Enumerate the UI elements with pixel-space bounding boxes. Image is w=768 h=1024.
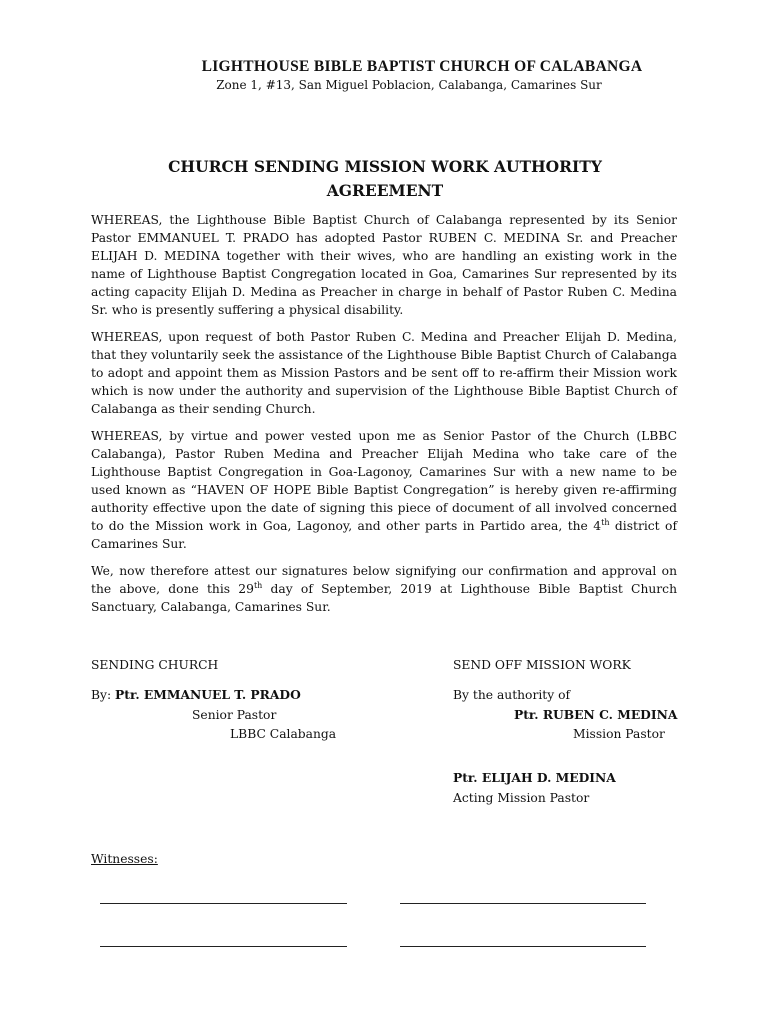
agreement-body xyxy=(91,211,677,625)
witness-signature-line-4 xyxy=(400,946,646,947)
sending-church-heading: SENDING CHURCH xyxy=(91,658,219,672)
authority-label: By the authority of xyxy=(453,688,571,702)
paragraph-whereas-1: WHEREAS, the Lighthouse Bible Baptist Church of Calabanga represented by its Senior Pastor EMMANUEL T. PRADO has adopted Pastor RUBEN C. MEDINA Sr. and Preacher ELIJAH D. MEDINA together with their wives, who are handling an existing work in the name of Lighthouse Baptist Congregation located in Goa, Camarines Sur represented by its acting capacity Elijah D. Medina as Preacher in charge in behalf of Pastor Ruben C. Medina Sr. who is presently suffering a physical disability. xyxy=(91,213,677,317)
title-line-2: AGREEMENT xyxy=(326,181,444,200)
ordinal-suffix: th xyxy=(601,517,610,527)
church-address: Zone 1, #13, San Miguel Poblacion, Calabanga, Camarines Sur xyxy=(216,78,602,92)
paragraph-4-text: We, now therefore attest our signatures below signifying our confirmation and approval on the above, done this 29 xyxy=(91,564,677,596)
church-name: LIGHTHOUSE BIBLE BAPTIST CHURCH OF CALABANGA xyxy=(201,58,643,75)
ordinal-suffix: th xyxy=(253,580,263,590)
mission-work-heading: SEND OFF MISSION WORK xyxy=(453,658,631,672)
by-label: By: xyxy=(91,688,116,702)
senior-pastor-name: Ptr. EMMANUEL T. PRADO xyxy=(115,687,301,702)
sending-church-signatory xyxy=(91,686,301,704)
mission-pastor-name: Ptr. RUBEN C. MEDINA xyxy=(514,707,678,722)
sending-church-org: LBBC Calabanga xyxy=(230,727,337,741)
witness-signature-line-3 xyxy=(100,946,347,947)
title-line-1: CHURCH SENDING MISSION WORK AUTHORITY xyxy=(168,157,602,176)
paragraph-3-end: district of Camarines Sur. xyxy=(91,519,678,551)
witnesses-label: Witnesses: xyxy=(91,852,158,866)
paragraph-whereas-3 xyxy=(91,427,677,553)
senior-pastor-role: Senior Pastor xyxy=(192,708,277,722)
paragraph-whereas-2: WHEREAS, upon request of both Pastor Ruben C. Medina and Preacher Elijah D. Medina, that they voluntarily seek the assistance of the Lighthouse Bible Baptist Church of Calabanga to adopt and appoint them as Mission Pastors and be sent off to re-affirm their Mission work which is now under the authority and supervision of the Lighthouse Bible Baptist Church of Calabanga as their sending Church. xyxy=(91,330,677,416)
mission-pastor-role: Mission Pastor xyxy=(573,727,665,741)
acting-pastor-role: Acting Mission Pastor xyxy=(453,791,590,805)
paragraph-4-end: day of September, 2019 at Lighthouse Bible Baptist Church Sanctuary, Calabanga, Camarines Sur. xyxy=(91,582,677,614)
paragraph-attestation xyxy=(91,562,677,616)
document-title xyxy=(0,155,768,203)
witness-signature-line-1 xyxy=(100,903,347,904)
acting-pastor-name: Ptr. ELIJAH D. MEDINA xyxy=(453,770,616,785)
witness-signature-line-2 xyxy=(400,903,646,904)
paragraph-3-text: WHEREAS, by virtue and power vested upon me as Senior Pastor of the Church (LBBC Calabanga), Pastor Ruben Medina and Preacher Elijah Medina who take care of the Lighthouse Baptist Congregation in Goa-Lagonoy, Camarines Sur with a new name to be used known as “HAVEN OF HOPE Bible Baptist Congregation” is hereby given re-affirming authority effective upon the date of signing this piece of document of all involved concerned to do the Mission work in Goa, Lagonoy, and other parts in Partido area, the 4 xyxy=(91,429,677,533)
